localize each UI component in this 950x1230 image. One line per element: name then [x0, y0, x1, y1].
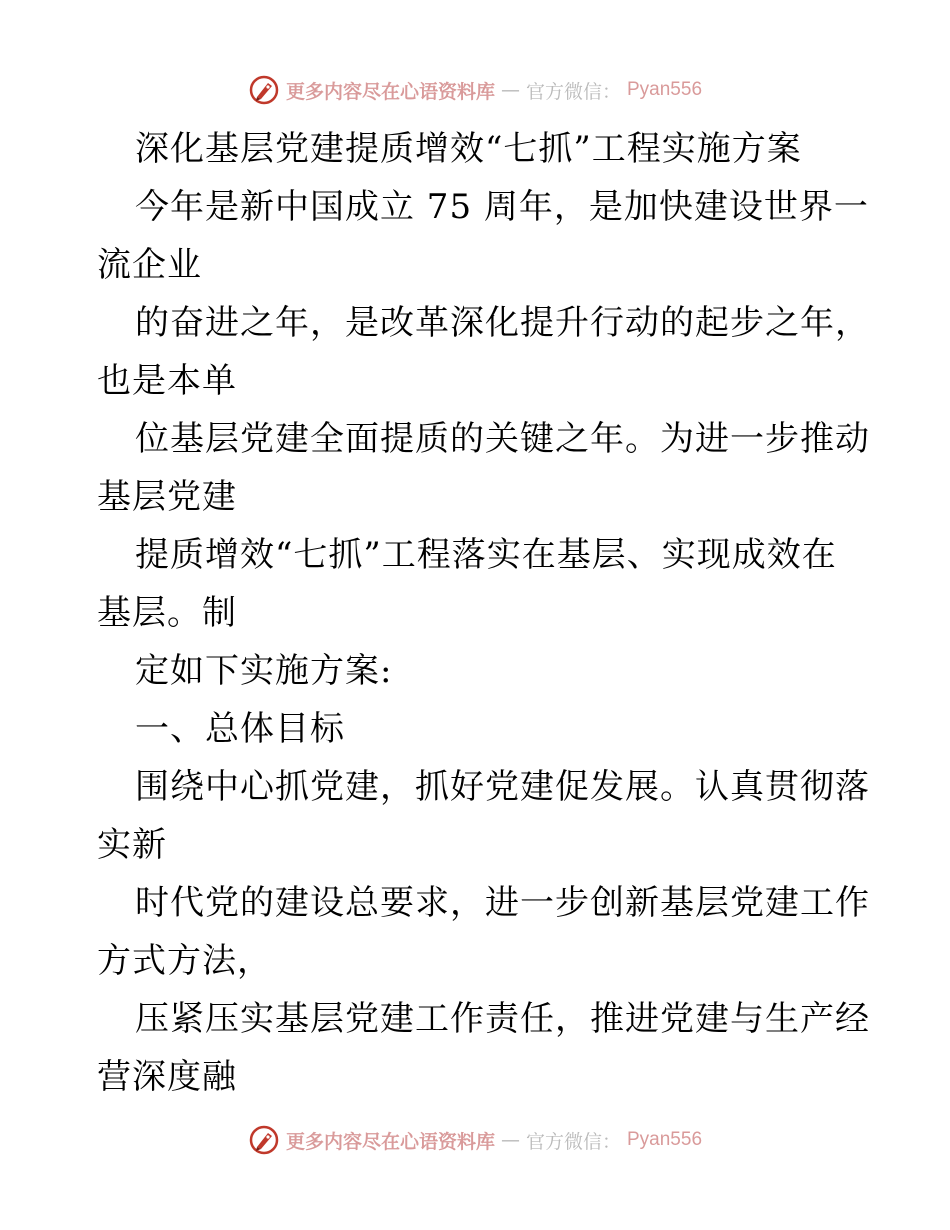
paragraph-line: 位基层党建全面提质的关键之年。为进一步推动: [135, 419, 870, 459]
footer-wechat-label: 官方微信：: [525, 1130, 621, 1153]
paragraph-line: 流企业: [97, 245, 202, 285]
paragraph-line: 提质增效“七抓”工程落实在基层、实现成效在: [135, 535, 837, 575]
paragraph-line: 定如下实施方案:: [135, 651, 393, 691]
document-title: 深化基层党建提质增效“七抓”工程实施方案: [135, 129, 802, 169]
paragraph-line: 营深度融: [97, 1057, 237, 1097]
footer-wechat-id: Pyan556: [627, 1129, 703, 1150]
paragraph-line: 压紧压实基层党建工作责任，推进党建与生产经: [135, 999, 870, 1039]
footer-brand-text: 更多内容尽在心语资料库: [285, 1130, 495, 1153]
paragraph-line: 实新: [97, 825, 167, 865]
paragraph-line: 基层党建: [97, 477, 237, 517]
paragraph-line: 的奋进之年，是改革深化提升行动的起步之年，: [135, 303, 870, 343]
document-body: [97, 120, 870, 1106]
section-heading: 一、总体目标: [135, 709, 345, 749]
footer-dash: —: [500, 1129, 520, 1151]
paragraph-line: 时代党的建设总要求，进一步创新基层党建工作: [135, 883, 870, 923]
paragraph-line: 也是本单: [97, 361, 237, 401]
paragraph-line: 基层。制: [97, 593, 237, 633]
header-dash: —: [500, 79, 520, 101]
header-brand-text: 更多内容尽在心语资料库: [285, 80, 495, 103]
pen-logo-icon: [248, 1124, 280, 1156]
paragraph-line: 方式方法，: [97, 941, 272, 981]
paragraph-line: 今年是新中国成立 75 周年，是加快建设世界一: [135, 187, 869, 227]
header-watermark: [0, 70, 950, 110]
paragraph-line: 围绕中心抓党建，抓好党建促发展。认真贯彻落: [135, 767, 870, 807]
header-wechat-id: Pyan556: [627, 79, 703, 100]
header-wechat-label: 官方微信：: [525, 80, 621, 103]
footer-watermark: [0, 1120, 950, 1160]
pen-logo-icon: [248, 74, 280, 106]
